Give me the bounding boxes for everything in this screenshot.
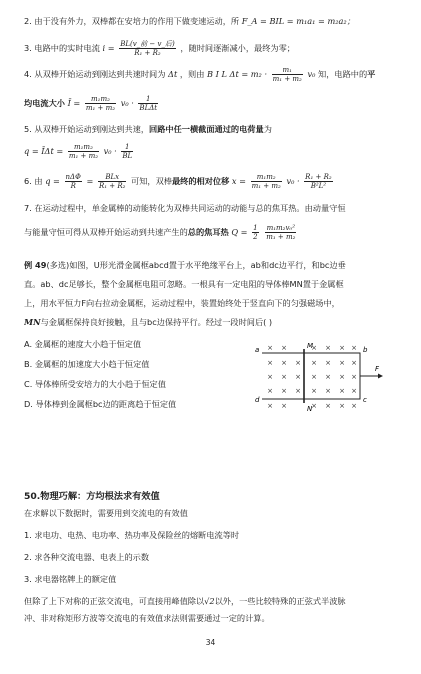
option-d: D. 导体棒到金属框bc边的距离趋于恒定值 xyxy=(24,399,177,409)
line-item-5-formula: q = ĪΔt = $\frac{\text{m₁m₂}}{\text{m₁ + m₂}}$ v₀ · $\frac{1}{BL}$ xyxy=(24,143,133,160)
fraction: $\frac{1}{\text{BLΔt}}$ xyxy=(139,95,158,112)
magnetic-field-marks xyxy=(267,344,357,410)
field-mark: × xyxy=(351,373,357,381)
line-item-7-cont: 与能量守恒可得从双棒开始运动到共速产生的总的焦耳热 Q = $\frac{1}{2}$ $\frac{\text{m₁m₂v₀²}}{\text{m₁ + m₂}}$ xyxy=(24,224,296,241)
page-number: 34 xyxy=(205,638,216,647)
field-mark: × xyxy=(325,402,331,410)
example-line-1: 例 49(多选)如图，U形光滑金属框abcd置于水平绝缘平台上，ab和dc边平行，和bc边垂 xyxy=(24,260,346,270)
fraction: $\frac{\text{R₁ + R₂}}{\text{B²L²}}$ xyxy=(305,173,332,190)
line-item-5: 5. 从双棒开始运动到刚达到共速，回路中任一横截面通过的电荷量为 xyxy=(24,124,272,134)
field-mark: × xyxy=(325,387,331,395)
field-mark: × xyxy=(267,402,273,410)
fraction: $\frac{\text{nΔΦ}}{R}$ xyxy=(65,173,81,190)
fraction: $\frac{\text{m₁m₂}}{\text{m₁ + m₂}}$ xyxy=(251,173,281,190)
line-item-6: 6. 由 q = $\frac{\text{nΔΦ}}{R}$ = $\frac{\text{BLx}}{\text{R₁ + R₂}}$ 可知，双棒最终的相对位移 x = $\frac{\text{m₁m₂}}{\text{m₁ + m₂}}$ v₀ · $\frac{\text{R₁ + R₂}}{\text{B²L²}}$ xyxy=(24,173,332,190)
fraction: $\frac{1}{2}$ xyxy=(253,224,258,241)
line-item-4: 4. 从双棒开始运动到刚达到共速时间为 Δt ，则由 B I L Δt = m₂ · $\frac{\text{m₁}}{\text{m₁ + m₂}}$ v₀ 知，电路中的平 xyxy=(24,66,376,83)
field-mark: × xyxy=(281,387,287,395)
field-mark: × xyxy=(267,359,273,367)
line-item-2: 2. 由于没有外力，双棒都在安培力的作用下做变速运动，所 F_A = BIL = m₁a₁ = m₂a₂； xyxy=(24,16,355,26)
field-mark: × xyxy=(267,387,273,395)
section-item-1: 1. 求电功、电热、电功率、热功率及保险丝的熔断电流等时 xyxy=(24,530,240,540)
label-c: c xyxy=(363,396,367,404)
fraction: $\frac{\text{m₁m₂}}{\text{m₁ + m₂}}$ xyxy=(85,95,116,112)
field-mark: × xyxy=(339,387,345,395)
line-item-4-cont: 均电流大小 Ī = $\frac{\text{m₁m₂}}{\text{m₁ + m₂}}$ v₀ · $\frac{1}{\text{BLΔt}}$ xyxy=(24,95,158,112)
field-mark: × xyxy=(295,359,301,367)
field-mark: × xyxy=(351,402,357,410)
fraction: $\frac{1}{BL}$ xyxy=(122,143,133,160)
field-mark: × xyxy=(311,387,317,395)
field-mark: × xyxy=(339,373,345,381)
option-b: B. 金属框的加速度大小趋于恒定值 xyxy=(24,359,150,369)
field-mark: × xyxy=(351,359,357,367)
fraction: $\frac{\text{BL(v\_前 − v\_后)}}{\text{R₁ + R₂}}$ xyxy=(120,40,175,57)
field-mark: × xyxy=(325,373,331,381)
label-f: F xyxy=(375,365,380,373)
section-intro: 在求解以下数据时，需要用到交流电的有效值 xyxy=(24,508,188,518)
field-mark: × xyxy=(281,402,287,410)
fraction: $\frac{\text{m₁}}{\text{m₁ + m₂}}$ xyxy=(272,66,302,83)
section-paragraph-2: 冲、非对称矩形方波等交流电的有效值求法则需要通过一定的计算。 xyxy=(24,613,270,623)
fraction: $\frac{\text{m₁m₂v₀²}}{\text{m₁ + m₂}}$ xyxy=(266,224,296,241)
option-c: C. 导体棒所受安培力的大小趋于恒定值 xyxy=(24,379,166,389)
field-mark: × xyxy=(351,344,357,352)
field-mark: × xyxy=(311,373,317,381)
field-mark: × xyxy=(267,344,273,352)
label-n: N xyxy=(307,405,313,413)
example-line-2: 直。ab、dc足够长，整个金属框电阻可忽略。一根具有一定电阻的导体棒MN置于金属框 xyxy=(24,279,344,289)
field-mark: × xyxy=(339,359,345,367)
field-mark: × xyxy=(281,359,287,367)
example-figure xyxy=(252,339,387,414)
field-mark: × xyxy=(311,402,317,410)
field-mark: × xyxy=(295,373,301,381)
field-mark: × xyxy=(311,344,317,352)
field-mark: × xyxy=(325,359,331,367)
field-mark: × xyxy=(267,373,273,381)
section-title: 50.物理巧解：方均根法求有效值 xyxy=(24,491,160,502)
section-item-3: 3. 求电器铭牌上的额定值 xyxy=(24,574,117,584)
label-m: M xyxy=(307,342,314,350)
field-mark: × xyxy=(339,402,345,410)
line-item-3: 3. 电路中的实时电流 i = $\frac{\text{BL(v\_前 − v\_后)}}{\text{R₁ + R₂}}$ ，随时间逐渐减小，最终为零； xyxy=(24,40,295,57)
label-a: a xyxy=(255,346,260,354)
line-item-7: 7. 在运动过程中，单金属棒的动能转化为双棒共同运动的动能与总的焦耳热。由动量守恒 xyxy=(24,203,346,213)
force-arrowhead xyxy=(378,374,383,379)
example-line-3: 上，用水平恒力F向右拉动金属框，运动过程中，装置始终处于竖直向下的匀强磁场中， xyxy=(24,298,340,308)
field-mark: × xyxy=(325,344,331,352)
label-d: d xyxy=(255,396,260,404)
field-mark: × xyxy=(281,373,287,381)
fraction: $\frac{\text{BLx}}{\text{R₁ + R₂}}$ xyxy=(98,173,126,190)
section-item-2: 2. 求各种交流电器、电表上的示数 xyxy=(24,552,150,562)
field-mark: × xyxy=(295,387,301,395)
field-mark: × xyxy=(351,387,357,395)
field-mark: × xyxy=(281,344,287,352)
field-mark: × xyxy=(311,359,317,367)
label-b: b xyxy=(363,346,368,354)
section-paragraph-1: 但除了上下对称的正弦交流电，可直接用峰值除以√2以外，一些比较特殊的正弦式半波脉 xyxy=(24,596,346,606)
field-mark: × xyxy=(339,344,345,352)
option-a: A. 金属框的速度大小趋于恒定值 xyxy=(24,339,142,349)
example-line-4: MN与金属框保持良好接触，且与bc边保持平行。经过一段时间后( ) xyxy=(24,317,273,327)
fraction: $\frac{\text{m₁m₂}}{\text{m₁ + m₂}}$ xyxy=(68,143,99,160)
